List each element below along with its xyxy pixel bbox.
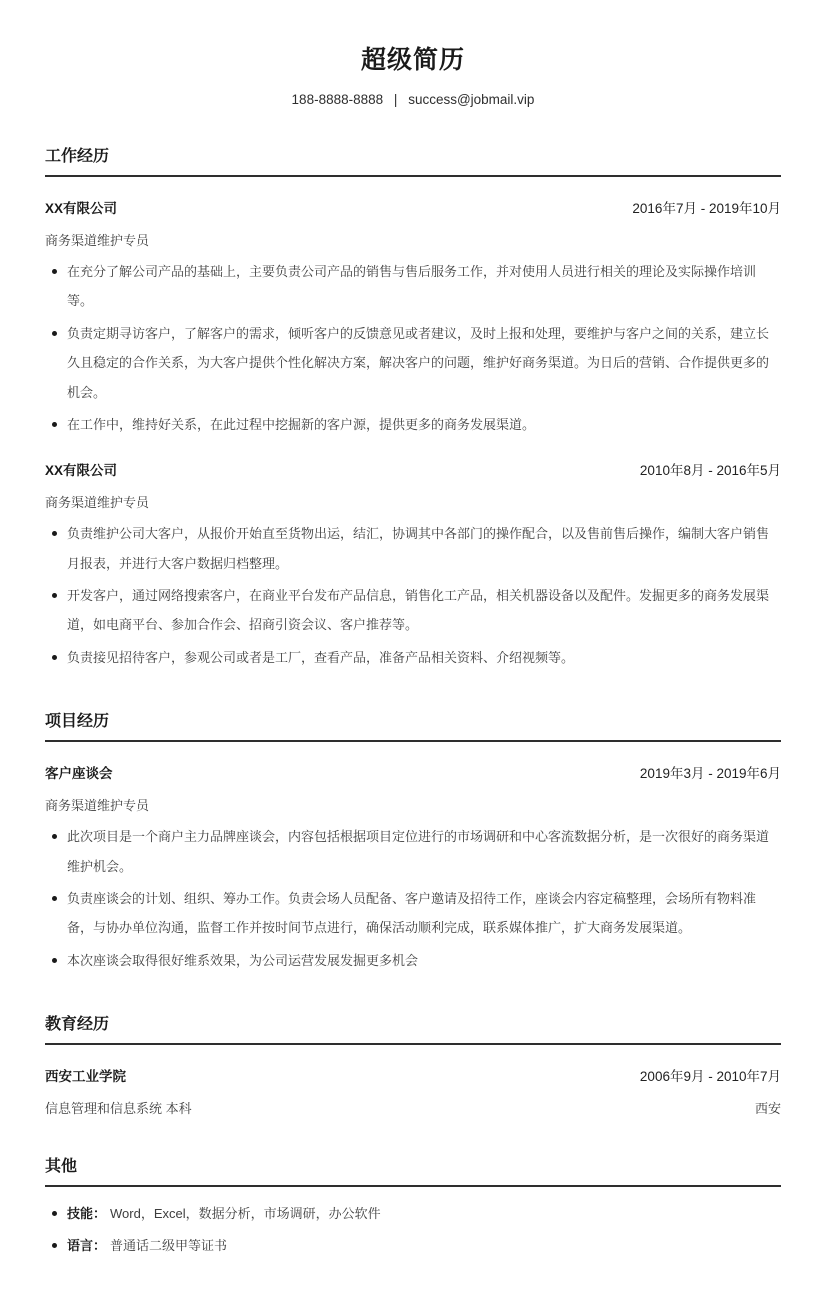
education-entry-1: [45, 1065, 781, 1117]
bullet-item: 在充分了解公司产品的基础上，主要负责公司产品的销售与售后服务工作，并对使用人员进行相关的理论及实际操作培训等。: [45, 257, 781, 316]
work-entry-1-head: [45, 197, 781, 217]
section-title-work: 工作经历: [45, 143, 781, 177]
education-entry-1-head: [45, 1065, 781, 1085]
language-text: 普通话二级甲等证书: [110, 1238, 228, 1254]
skills-text: Word，Excel，数据分析，市场调研，办公软件: [110, 1206, 381, 1221]
bullet-item: 负责维护公司大客户，从报价开始直至货物出运，结汇，协调其中各部门的操作配合，以及售前售后操作，编制大客户销售月报表，并进行大客户数据归档整理。: [45, 519, 781, 578]
job-title: 商务渠道维护专员: [45, 495, 150, 511]
other-bullets: [45, 1199, 781, 1261]
bullet-item: 负责接见招待客户，参观公司或者是工厂，查看产品，准备产品相关资料、介绍视频等。: [45, 643, 781, 672]
job-title: 商务渠道维护专员: [45, 233, 150, 248]
work-entry-1: [45, 197, 781, 439]
contact-line: [45, 92, 781, 107]
language-label: 语言：: [67, 1238, 107, 1254]
skills-item: [45, 1199, 781, 1228]
bullet-item: 负责座谈会的计划、组织、筹办工作。负责会场人员配备、客户邀请及招待工作，座谈会内容定稿整理，会场所有物料准备，与协办单位沟通，监督工作并按时间节点进行，确保活动顺利完成，联系媒体推广，扩大商务发展渠道。: [45, 884, 781, 943]
section-project-experience: [45, 708, 781, 975]
project-entry-1-bullets: [45, 822, 781, 975]
work-entry-1-bullets: [45, 257, 781, 439]
section-other: [45, 1153, 781, 1261]
section-title-projects: 项目经历: [45, 708, 781, 742]
work-entry-2-head: [45, 459, 781, 479]
section-work-experience: [45, 143, 781, 672]
bullet-item: 在工作中，维持好关系，在此过程中挖掘新的客户源，提供更多的商务发展渠道。: [45, 410, 781, 439]
work-entry-2-role-row: [45, 492, 781, 511]
project-entry-1: [45, 762, 781, 975]
work-entry-2-bullets: [45, 519, 781, 672]
resume-header: [45, 40, 781, 107]
bullet-item: 此次项目是一个商户主力品牌座谈会，内容包括根据项目定位进行的市场调研和中心客流数据分析，是一次很好的商务渠道维护机会。: [45, 822, 781, 881]
phone-number: 188-8888-8888: [291, 92, 384, 107]
section-title-other: 其他: [45, 1153, 781, 1187]
project-name: 客户座谈会: [45, 766, 113, 782]
employment-dates: 2016年7月 - 2019年10月: [632, 201, 781, 216]
project-entry-1-role-row: [45, 795, 781, 814]
contact-separator: |: [393, 92, 398, 107]
bullet-item: 开发客户，通过网络搜索客户，在商业平台发布产品信息，销售化工产品，相关机器设备以及配件。发掘更多的商务发展渠道，如电商平台、参加合作会、招商引资会议、客户推荐等。: [45, 581, 781, 640]
section-title-education: 教育经历: [45, 1011, 781, 1045]
resume-title: 超级简历: [360, 46, 465, 74]
school-name: 西安工业学院: [45, 1069, 126, 1084]
section-education: [45, 1011, 781, 1117]
major-and-degree: 信息管理和信息系统 本科: [45, 1101, 192, 1116]
bullet-item: 本次座谈会取得很好维系效果，为公司运营发展发掘更多机会: [45, 946, 781, 975]
work-entry-1-role-row: [45, 230, 781, 249]
bullet-item: 负责定期寻访客户，了解客户的需求，倾听客户的反馈意见或者建议，及时上报和处理，要维护与客户之间的关系，建立长久且稳定的合作关系，为大客户提供个性化解决方案，解决客户的问题，维护好商务渠道。为日后的营销、合作提供更多的机会。: [45, 319, 781, 407]
company-name: XX有限公司: [45, 201, 118, 216]
employment-dates: 2010年8月 - 2016年5月: [639, 463, 781, 479]
project-role: 商务渠道维护专员: [45, 798, 150, 814]
company-name: XX有限公司: [45, 463, 118, 479]
work-entry-2: [45, 459, 781, 672]
project-dates: 2019年3月 - 2019年6月: [639, 766, 781, 782]
project-entry-1-head: [45, 762, 781, 782]
skills-label: 技能：: [67, 1206, 107, 1221]
language-item: [45, 1231, 781, 1260]
education-dates: 2006年9月 - 2010年7月: [639, 1069, 781, 1084]
education-location: 西安: [754, 1101, 781, 1116]
email-address: success@jobmail.vip: [408, 92, 535, 107]
education-entry-1-detail-row: [45, 1098, 781, 1117]
